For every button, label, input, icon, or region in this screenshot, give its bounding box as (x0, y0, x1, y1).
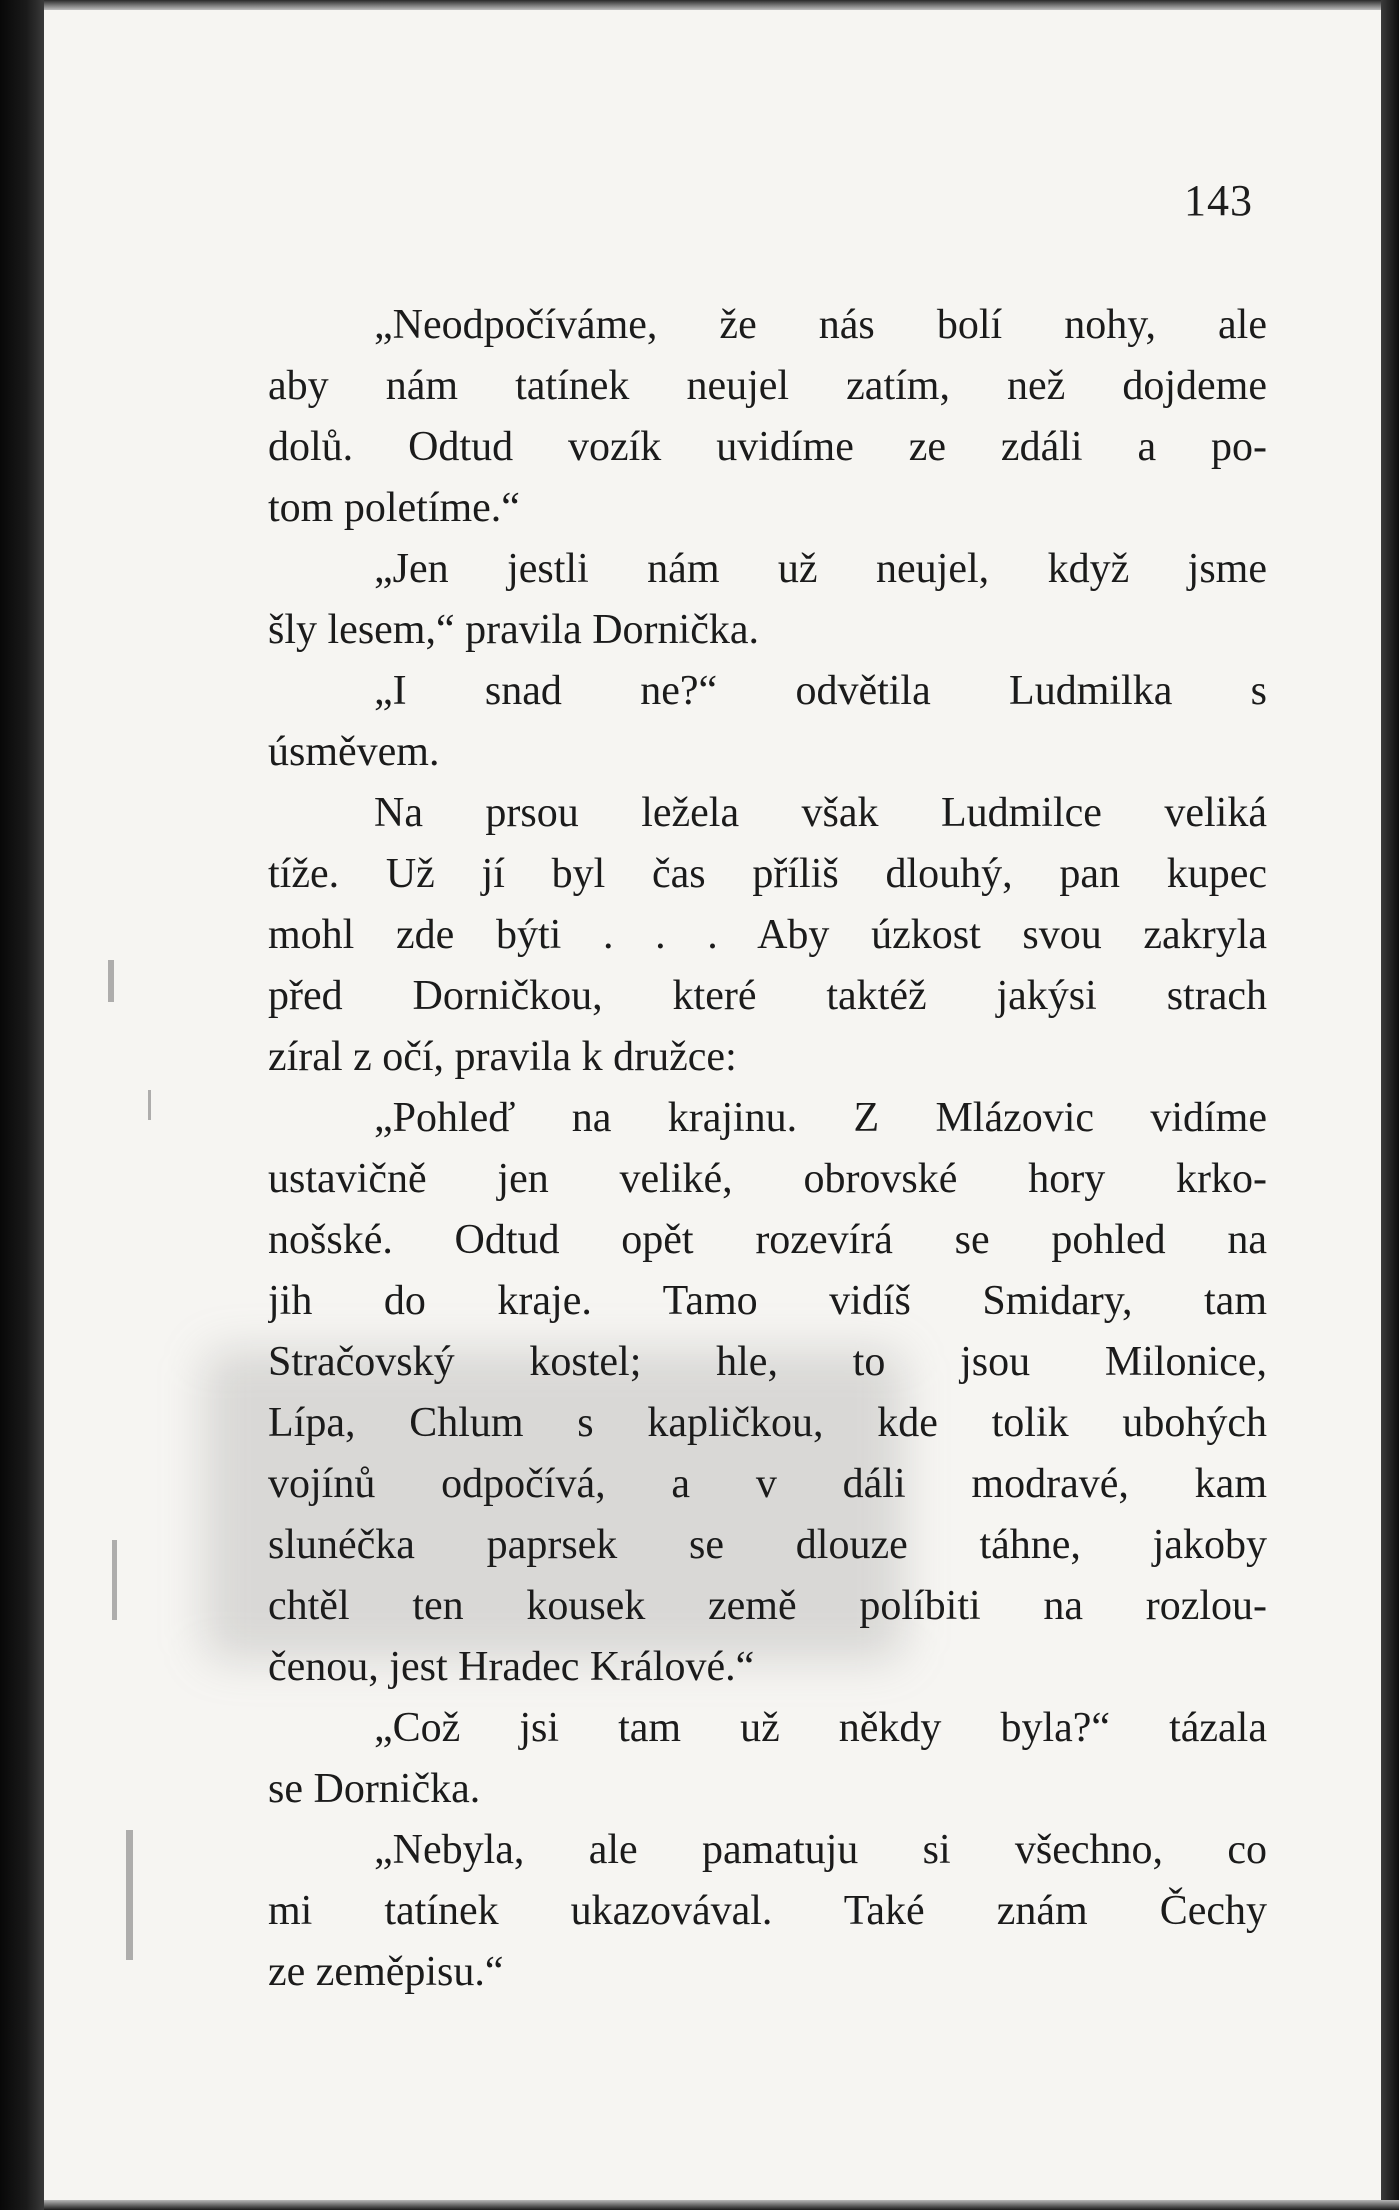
text-line: ze zeměpisu.“ (268, 1949, 504, 1995)
text-line: Lípa, Chlum s kapličkou, kde tolik ubohých (268, 1400, 1267, 1446)
book-page (44, 0, 1399, 2210)
scan-mark (148, 1090, 151, 1120)
page-text (268, 295, 1267, 2003)
page-bottom-shadow (44, 2200, 1399, 2210)
page-number: 143 (1184, 176, 1253, 225)
text-line: nošské. Odtud opět rozevírá se pohled na (268, 1217, 1267, 1263)
text-line: mohl zde býti . . . Aby úzkost svou zakryla (268, 912, 1267, 958)
scan-mark (126, 1830, 133, 1960)
text-line: před Dorničkou, které taktéž jakýsi strach (268, 973, 1267, 1019)
text-line: tom poletíme.“ (268, 485, 520, 531)
text-line: šly lesem,“ pravila Dornička. (268, 607, 759, 653)
text-line: „I snad ne?“ odvětila Ludmilka s (374, 668, 1267, 714)
scan-mark (108, 960, 114, 1002)
text-line: „Jen jestli nám už neujel, když jsme (374, 546, 1267, 592)
text-line: slunéčka paprsek se dlouze táhne, jakoby (268, 1522, 1267, 1568)
text-line: se Dornička. (268, 1766, 481, 1812)
text-line: Stračovský kostel; hle, to jsou Milonice, (268, 1339, 1267, 1385)
text-line: chtěl ten kousek země políbiti na rozlou- (268, 1583, 1267, 1629)
text-line: ustavičně jen veliké, obrovské hory krko- (268, 1156, 1267, 1202)
text-line: Na prsou ležela však Ludmilce veliká (374, 790, 1267, 836)
text-line: jih do kraje. Tamo vidíš Smidary, tam (268, 1278, 1267, 1324)
page-top-shadow (44, 0, 1399, 10)
text-line: aby nám tatínek neujel zatím, než dojdeme (268, 363, 1267, 409)
text-line: „Což jsi tam už někdy byla?“ tázala (374, 1705, 1267, 1751)
text-line: zíral z očí, pravila k družce: (268, 1034, 737, 1080)
text-line: úsměvem. (268, 729, 440, 775)
text-line: „Pohleď na krajinu. Z Mlázovic vidíme (374, 1095, 1267, 1141)
text-line: čenou, jest Hradec Králové.“ (268, 1644, 755, 1690)
text-line: mi tatínek ukazovával. Také znám Čechy (268, 1888, 1267, 1934)
book-binding-shadow (0, 0, 44, 2210)
text-line: vojínů odpočívá, a v dáli modravé, kam (268, 1461, 1267, 1507)
page-right-shadow (1381, 0, 1399, 2210)
scan-mark (112, 1540, 117, 1620)
text-line: dolů. Odtud vozík uvidíme ze zdáli a po- (268, 424, 1267, 470)
text-line: tíže. Už jí byl čas příliš dlouhý, pan kupec (268, 851, 1267, 897)
text-line: „Neodpočíváme, že nás bolí nohy, ale (374, 302, 1267, 348)
text-line: „Nebyla, ale pamatuju si všechno, co (374, 1827, 1267, 1873)
